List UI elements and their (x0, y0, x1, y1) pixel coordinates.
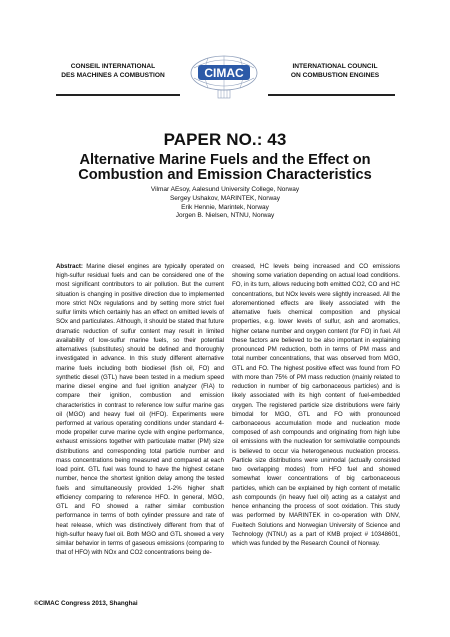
paper-number: PAPER NO.: 43 (163, 130, 287, 149)
abstract-paragraph-left (56, 262, 224, 558)
abstract-label: Abstract: (56, 263, 83, 270)
header-right-org-name (276, 63, 394, 81)
footer-copyright: ©CIMAC Congress 2013, Shanghai (34, 600, 138, 607)
header-left-line2: DES MACHINES A COMBUSTION (61, 71, 165, 79)
author-line: Erik Hennie, Marintek, Norway (181, 203, 269, 211)
header-right-line1: INTERNATIONAL COUNCIL (292, 63, 378, 70)
paper-title (40, 153, 410, 182)
header-right-rule (268, 94, 395, 96)
header-left-rule (56, 94, 180, 96)
paper-title-line2: Combustion and Emission Characteristics (78, 166, 372, 183)
cimac-logo (188, 54, 260, 100)
paper-title-line1: Alternative Marine Fuels and the Effect on (79, 152, 371, 168)
author-line: Jorgen B. Nielsen, NTNU, Norway (175, 212, 275, 220)
abstract-text-left: Marine diesel engines are typically operated on high-sulfur residual fuels and can be considered one of the most significant contributors to air pollution. But the current situation is changing in positive direction due to implemented more strict NOx regulations and by setting more strict fuel sulfur limits which certainly has an effect on emitted levels of SOx and particulates. Although, it should be stated that future dramatic reduction of sulfur content may result in limited availability of low-sulfur marine fuels, so their potential alternatives (substitutes) should be defined and thoroughly investigated in advance. In this study different alternative marine fuels including both biodiesel (fish oil, FO) and synthetic diesel (GTL) have been tested in a medium speed marine diesel engine and fuel ignition analyzer (FIA) to compare their ignition, combustion and emission characteristics in contrast to reference low sulfur marine gas oil (MGO) and heavy fuel oil (HFO). Experiments were performed at various operating conditions under standard 4-mode propeller curve marine cycle with engine performance, exhaust emissions together with particulate matter (PM) size distributions and corresponding total particle number and mass concentrations being measured and compared at each load point. GTL fuel was found to have the highest cetane number, hence the shortest ignition delay among the tested fuels and simultaneously provided 1-2% higher shaft efficiency comparing to reference HFO. In general, MGO, GTL and FO showed a rather similar combustion performance in terms of both cylinder pressure and rate of heat release, which was distinctively different from that of high-sulfur heavy fuel oil. Both MGO and GTL showed a very similar behavior in terms of gaseous emissions (comparing to that of HFO) with NOx and CO2 concentrations being de- (56, 263, 224, 557)
author-list (100, 186, 350, 221)
cimac-logo-graphic (188, 54, 260, 100)
header-right-line2: ON COMBUSTION ENGINES (290, 71, 380, 79)
header-left-org-name (56, 63, 170, 81)
header-left-line1: CONSEIL INTERNATIONAL (70, 63, 156, 70)
abstract-text-right: creased, HC levels being increased and CO emissions showing some variation depending on actual load conditions. FO, in its turn, allows reducing both emitted CO2, CO and HC concentrations, but NOx levels were slightly increased. All the aforementioned effects are likely associated with the alternative fuels chemical composition and physical properties, e.g. lower levels of sulfur, ash and aromatics, higher cetane number and oxygen content (for FO) in fuel. All these factors are believed to be also important in explaining pronounced PM reduction, both in terms of PM mass and total number concentrations, that was observed from MGO, GTL and FO. The highest positive effect was found from FO with more than 75% of PM mass reduction (mainly related to reduction in number of big carbonaceous particles) and is likely associated with its high content of fuel-embedded oxygen. The registered particle size distributions were fairly bimodal for MGO, GTL and FO with pronounced carbonaceous accumulation mode and nucleation mode composed of ash compounds and originating from high lube oil emissions with the nucleation for semivolatile compounds is believed to occur via heterogeneous nucleation process. Particle size distributions were unimodal (actually consisted two overlapping modes) from HFO fuel and showed somewhat lower concentrations of big carbonaceous particles, which can be explained by high content of metallic ash compounds (in heavy fuel oil) acting as a catalyst and hence enhancing the process of soot oxidation. This study was performed by MARINTEK in co-operation with DNV, Fueltech Solutions and Norwegian University of Science and Technology (NTNU) as a part of KMB project # 10348601, which was funded by the Research Council of Norway. (232, 263, 400, 548)
abstract-right-column (232, 262, 400, 548)
author-line: Vilmar AEsoy, Aalesund University College, Norway (150, 186, 300, 193)
logo-text: CIMAC (204, 66, 244, 80)
author-line: Sergey Ushakov, MARINTEK, Norway (169, 194, 281, 202)
abstract-left-column (56, 262, 224, 558)
